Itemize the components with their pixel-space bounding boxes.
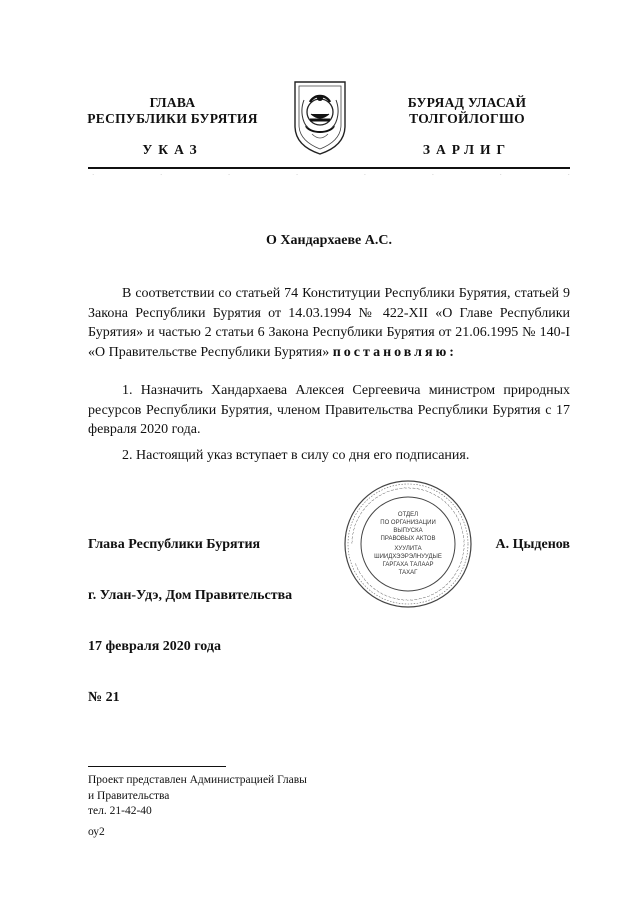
- stamp-line-7: ГАРГАХА ТАЛААР: [382, 562, 434, 568]
- footer-line-2: и Правительства: [88, 789, 170, 802]
- footer-note: [88, 773, 307, 820]
- footer-line-1: Проект представлен Администрацией Главы: [88, 774, 307, 786]
- decree-number: № 21: [88, 690, 120, 705]
- doc-type-zarlig: ЗАРЛИГ: [422, 142, 512, 157]
- footer-rule: [88, 766, 226, 767]
- stamp-line-5: ХУУЛИТА: [394, 546, 422, 552]
- stamp-line-8: ТАХАГ: [398, 570, 418, 576]
- decree-item-1: 1. Назначить Хандархаева Алексея Сергеевича министром природных ресурсов Республики Бурятия, членом Правительства Республики Бурятия с 17 февраля 2020 года.: [88, 383, 570, 437]
- official-stamp: [342, 478, 474, 615]
- header-right-line-1: БУРЯАД УЛАСАЙ: [407, 95, 527, 110]
- stamp-line-4: ПРАВОВЫХ АКТОВ: [380, 536, 436, 542]
- signatory-name: А. Цыденов: [495, 537, 570, 552]
- decree-title: О Хандархаеве А.С.: [266, 233, 392, 248]
- header-right-title: [372, 95, 562, 127]
- footer-code: оу2: [88, 826, 105, 838]
- decree-preamble: [88, 284, 570, 362]
- stamp-line-1: ОТДЕЛ: [397, 512, 419, 518]
- decree-item-2: 2. Настоящий указ вступает в силу со дня его подписания.: [122, 448, 470, 463]
- footer-line-3: тел. 21-42-40: [88, 805, 152, 817]
- resolve-word: постановляю:: [332, 344, 457, 360]
- header-left-title: [70, 95, 275, 127]
- stamp-line-2: ПО ОРГАНИЗАЦИИ: [380, 520, 436, 526]
- header-left-line-2: РЕСПУБЛИКИ БУРЯТИЯ: [87, 111, 258, 126]
- signing-date: 17 февраля 2020 года: [88, 639, 221, 654]
- header-dotted-divider: · · · · · · · ·: [92, 171, 570, 179]
- signing-place: г. Улан-Удэ, Дом Правительства: [88, 588, 293, 603]
- stamp-line-3: ВЫПУСКА: [393, 528, 423, 534]
- stamp-line-6: ШИИДХЭЭРЭЛНУУДЫЕ: [374, 554, 442, 560]
- doc-type-ukaz: УКАЗ: [142, 142, 203, 157]
- preamble-text: В соответствии со статьей 74 Конституции Республики Бурятия, статьей 9 Закона Республики Бурятия от 14.03.1994 № 422-XII «О Главе Республики Бурятия» и частью 2 статьи 6 Закона Республики Бурятия от 21.06.1995 № 140-I «О Правительстве Республики Бурятия»: [88, 286, 570, 360]
- header-right-line-2: ТОЛГОЙЛОГШО: [409, 111, 525, 126]
- coat-of-arms-icon: [292, 76, 348, 161]
- signatory-position: Глава Республики Бурятия: [88, 537, 261, 552]
- header-rule: [88, 167, 570, 169]
- header-left-line-1: ГЛАВА: [149, 95, 196, 110]
- svg-text:~~~~~~~~~~~~~~~~~~~~~~~~~~~~~~: ~~~~~~~~~~~~~~~~~~~~~~~~~~~~~~~~~~~~~~~~~~~~~~~~~~~~~~~~~~~~~~~~~~~~~~~~~~~~: [348, 484, 468, 604]
